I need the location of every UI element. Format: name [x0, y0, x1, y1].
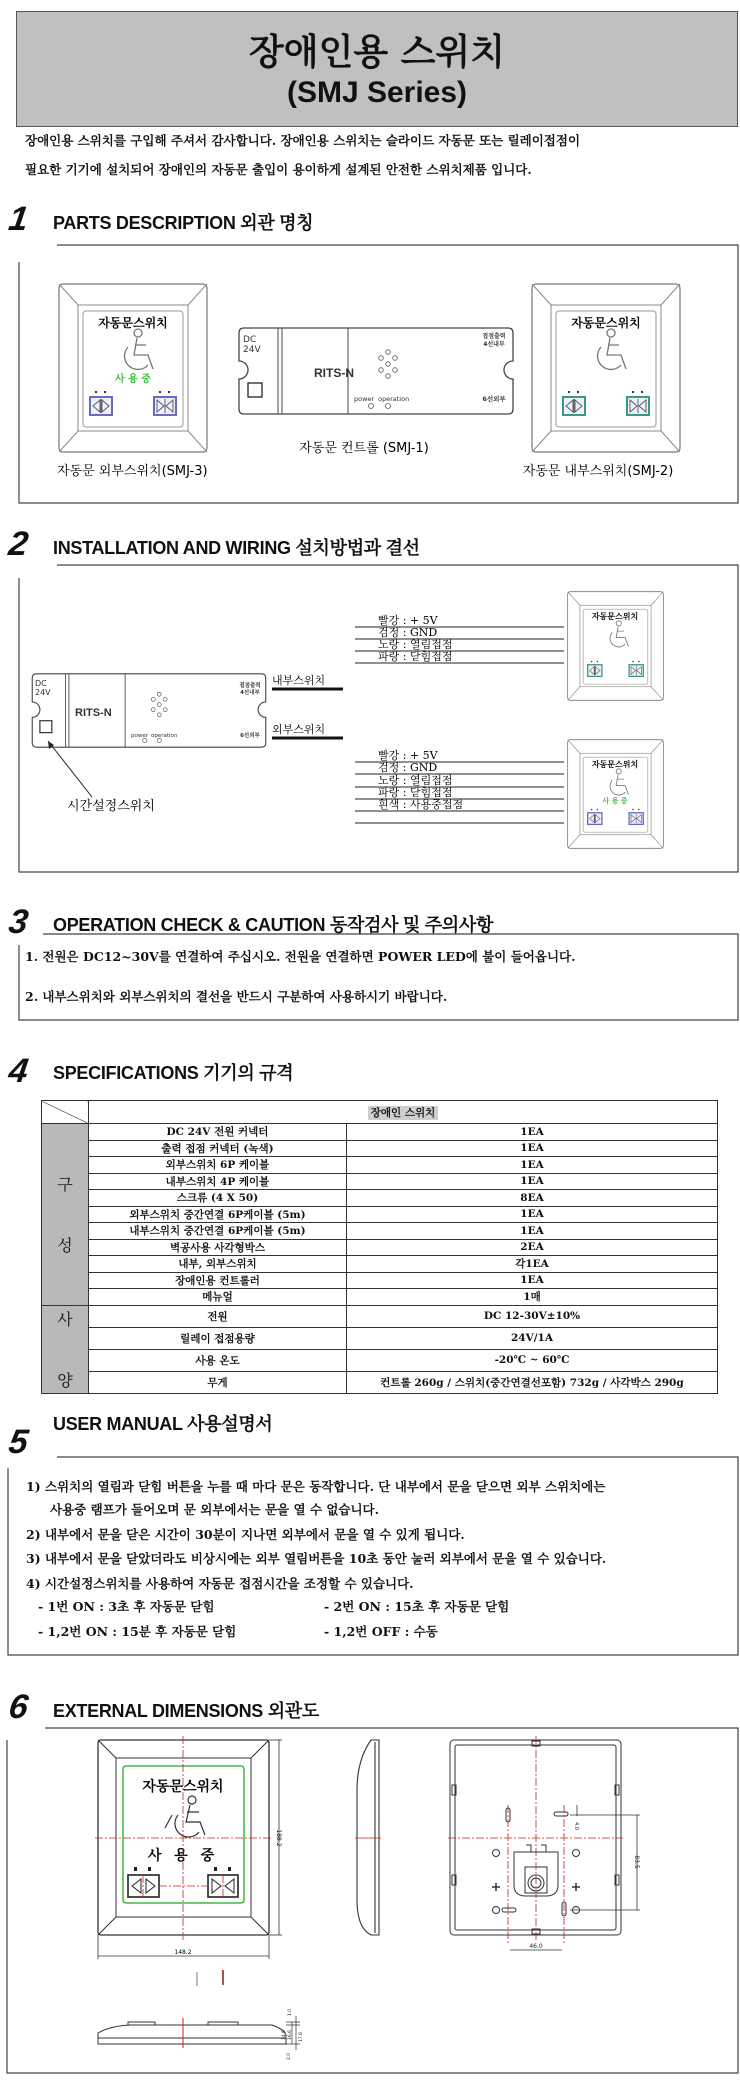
item-cell: 벽공사용 사각형박스: [89, 1239, 347, 1256]
controller-model: RITS-N: [75, 707, 112, 719]
table-row: [42, 1124, 718, 1141]
controller-operation-label: operation: [378, 395, 410, 403]
bottom-view-drawing: [98, 2009, 304, 2060]
page-title: 장애인용 스위치: [249, 32, 505, 73]
section-number-1: 1: [6, 200, 31, 238]
section-heading-parts: PARTS DESCRIPTION 외관 명칭: [53, 213, 314, 233]
hole-spacing-y-dimension: 83.5: [633, 1855, 640, 1869]
item-cell: 메뉴얼: [89, 1289, 347, 1306]
item-cell: 외부스위치 6P 케이블: [89, 1157, 347, 1174]
outer-switch-caption: 자동문 외부스위치(SMJ-3): [57, 464, 208, 479]
item-cell: 릴레이 접점용량: [89, 1327, 347, 1349]
outer-switch-figure: [59, 284, 207, 452]
controller-model: RITS-N: [314, 366, 354, 380]
intro-line-2: 필요한 기기에 설치되어 장애인의 자동문 출입이 용이하게 설계된 안전한 스위치제품 입니다.: [25, 162, 532, 177]
controller-inner-port-label: 4선내부: [240, 690, 260, 696]
value-cell: 1매: [347, 1289, 718, 1306]
in-use-indicator: 사 용 중: [147, 1848, 219, 1864]
manual-line-3: 3) 내부에서 문을 닫았더라도 비상시에는 외부 열림버튼을 10초 동안 눌러 외부에서 문을 열 수 있습니다.: [26, 1551, 607, 1566]
section-number-2: 2: [6, 525, 31, 563]
wire-label: 흰색 : 사용중접점: [378, 798, 464, 811]
controller-output-label: 접점출력: [482, 333, 506, 340]
thickness-dimension: 1.0: [288, 2008, 293, 2016]
manual-line-4: 4) 시간설정스위치를 사용하여 자동문 접점시간을 조정할 수 있습니다.: [26, 1576, 414, 1591]
controller-power-label: power: [131, 733, 148, 739]
section-number-4: 4: [6, 1052, 31, 1090]
height-dimension: 188.2: [275, 1829, 282, 1847]
switch-title: 자동문스위치: [571, 316, 641, 330]
manual-line-1: 1) 스위치의 열림과 닫힘 버튼을 누를 때 마다 문은 동작합니다. 단 내부에서 문을 닫으면 외부 스위치에는: [26, 1479, 606, 1494]
spec-group-label: 사 양: [42, 1305, 89, 1393]
page-subtitle: (SMJ Series): [286, 76, 468, 109]
switch-title: 자동문스위치: [591, 760, 639, 769]
switch-title: 자동문스위치: [98, 316, 168, 330]
manual-line-1-cont: 사용중 램프가 들어오며 문 외부에서는 문을 열 수 없습니다.: [50, 1502, 379, 1517]
timer-switch-label: 시간설정스위치: [67, 799, 155, 814]
table-row: [42, 1371, 718, 1393]
thickness-dimension: 14.6: [282, 2029, 287, 2040]
inner-switch-caption: 자동문 내부스위치(SMJ-2): [522, 464, 674, 479]
section-number-5: 5: [6, 1423, 31, 1461]
wire-label: 검정 : GND: [378, 626, 438, 639]
timer-option: - 1,2번 ON : 15분 후 자동문 닫힘: [38, 1624, 237, 1639]
section-heading-dimensions: EXTERNAL DIMENSIONS 외관도: [53, 1701, 319, 1721]
wire-label: 노랑 : 열림접점: [378, 774, 453, 787]
wiring-controller-figure: [32, 674, 266, 747]
inner-switch-figure: [532, 284, 680, 452]
table-header-row: [42, 1101, 718, 1124]
controller-voltage-label: 24V: [243, 345, 261, 355]
item-cell: DC 24V 전원 커넥터: [89, 1124, 347, 1141]
switch-title: 자동문스위치: [591, 612, 639, 621]
value-cell: -20℃ ~ 60℃: [347, 1349, 718, 1371]
timer-switch-pointer: [48, 741, 92, 797]
table-corner-cell: [42, 1101, 89, 1124]
section-heading-installation: INSTALLATION AND WIRING 설치방법과 결선: [53, 538, 420, 558]
item-cell: 무게: [89, 1371, 347, 1393]
section-number-3: 3: [6, 903, 31, 941]
composition-group-label: 구 성: [42, 1124, 89, 1306]
side-view-drawing: [355, 1740, 381, 1935]
timer-option: - 1번 ON : 3초 후 자동문 닫힘: [38, 1599, 215, 1614]
value-cell: 1EA: [347, 1206, 718, 1223]
wire-label: 검정 : GND: [378, 761, 438, 774]
value-cell: 24V/1A: [347, 1327, 718, 1349]
table-header: 장애인 스위치: [368, 1106, 439, 1120]
timer-option: - 2번 ON : 15초 후 자동문 닫힘: [324, 1599, 510, 1614]
wiring-outer-switch-figure: [568, 740, 664, 849]
wiring-inner-switch-figure: [568, 592, 664, 701]
controller-outer-port-label: 6선외부: [240, 733, 260, 739]
controller-power-label: power: [354, 395, 375, 403]
table-row: [42, 1349, 718, 1371]
controller-operation-label: operation: [151, 733, 178, 739]
section-heading-operation: OPERATION CHECK & CAUTION 동작검사 및 주의사항: [53, 915, 494, 935]
timer-option: - 1,2번 OFF : 수동: [324, 1624, 438, 1639]
value-cell: 1EA: [347, 1223, 718, 1240]
table-row: [42, 1327, 718, 1349]
value-cell: 2EA: [347, 1239, 718, 1256]
table-row: [42, 1157, 718, 1174]
item-cell: 장애인용 컨트롤러: [89, 1272, 347, 1289]
controller-output-label: 접점출력: [239, 683, 261, 689]
value-cell: 컨트롤 260g / 스위치(중간연결선포함) 732g / 사각박스 290g: [347, 1371, 718, 1393]
item-cell: 외부스위치 중간연결 6P케이블 (5m): [89, 1206, 347, 1223]
wire-label: 빨강 : + 5V: [378, 614, 438, 627]
table-row: [42, 1206, 718, 1223]
controller-dc-label: DC: [35, 679, 47, 688]
thickness-dimension: 16.6: [288, 2029, 293, 2040]
table-row: [42, 1289, 718, 1306]
item-cell: 내부스위치 중간연결 6P케이블 (5m): [89, 1223, 347, 1240]
intro-line-1: 장애인용 스위치를 구입해 주셔서 감사합니다. 장애인용 스위치는 슬라이드 자동문 또는 릴레이접점이: [25, 133, 581, 148]
wire-label: 파랑 : 닫힘접점: [378, 650, 453, 663]
item-cell: 사용 온도: [89, 1349, 347, 1371]
section-heading-user-manual: USER MANUAL 사용설명서: [53, 1414, 273, 1434]
wire-label: 빨강 : + 5V: [378, 749, 438, 762]
value-cell: 1EA: [347, 1140, 718, 1157]
width-dimension: 148.2: [174, 1949, 192, 1956]
slot-dimension: 4.0: [573, 1822, 579, 1830]
value-cell: 각1EA: [347, 1256, 718, 1273]
manual-line-2: 2) 내부에서 문을 닫은 시간이 30분이 지나면 외부에서 문을 열 수 있게 됩니다.: [26, 1527, 465, 1542]
controller-dc-label: DC: [243, 335, 257, 345]
front-view-drawing: [95, 1736, 282, 1986]
item-cell: 출력 접점 커넥터 (녹색): [89, 1140, 347, 1157]
item-cell: 내부, 외부스위치: [89, 1256, 347, 1273]
table-row: [42, 1140, 718, 1157]
value-cell: 1EA: [347, 1272, 718, 1289]
table-row: [42, 1305, 718, 1327]
caution-item-2: 2. 내부스위치와 외부스위치의 결선을 반드시 구분하여 사용하시기 바랍니다.: [25, 989, 448, 1004]
item-cell: 스크류 (4 X 50): [89, 1190, 347, 1207]
table-row: [42, 1173, 718, 1190]
value-cell: DC 12-30V±10%: [347, 1305, 718, 1327]
controller-voltage-label: 24V: [35, 688, 51, 697]
outer-switch-cable-label: 외부스위치: [272, 723, 326, 736]
inner-switch-cable-label: 내부스위치: [272, 674, 326, 687]
controller-outer-port-label: 6선외부: [482, 395, 506, 403]
section-number-6: 6: [6, 1688, 31, 1726]
controller-inner-port-label: 4선내부: [483, 341, 505, 348]
caution-item-1: 1. 전원은 DC12~30V를 연결하여 주십시오. 전원을 연결하면 POWER LED에 불이 들어옵니다.: [25, 949, 576, 964]
specifications-table: [41, 1100, 718, 1394]
hole-spacing-x-dimension: 46.0: [529, 1943, 543, 1950]
table-row: [42, 1256, 718, 1273]
table-row: [42, 1223, 718, 1240]
controller-caption: 자동문 컨트롤 (SMJ-1): [299, 441, 429, 456]
item-cell: 전원: [89, 1305, 347, 1327]
thickness-dimension: 17.6: [299, 2031, 304, 2042]
value-cell: 1EA: [347, 1173, 718, 1190]
table-row: [42, 1239, 718, 1256]
value-cell: 8EA: [347, 1190, 718, 1207]
value-cell: 1EA: [347, 1157, 718, 1174]
in-use-indicator: 사 용 중: [115, 374, 151, 385]
table-row: [42, 1272, 718, 1289]
back-view-drawing: [448, 1736, 640, 1950]
section-heading-specifications: SPECIFICATIONS 기기의 규격: [53, 1063, 294, 1083]
thickness-dimension: 2.0: [287, 2052, 292, 2060]
controller-figure: [239, 328, 513, 414]
value-cell: 1EA: [347, 1124, 718, 1141]
in-use-indicator: 사 용 중: [602, 797, 628, 805]
table-row: [42, 1190, 718, 1207]
wire-label: 노랑 : 열림접점: [378, 638, 453, 651]
item-cell: 내부스위치 4P 케이블: [89, 1173, 347, 1190]
wire-label: 파랑 : 닫힘접점: [378, 786, 453, 799]
switch-title: 자동문스위치: [142, 1779, 224, 1795]
